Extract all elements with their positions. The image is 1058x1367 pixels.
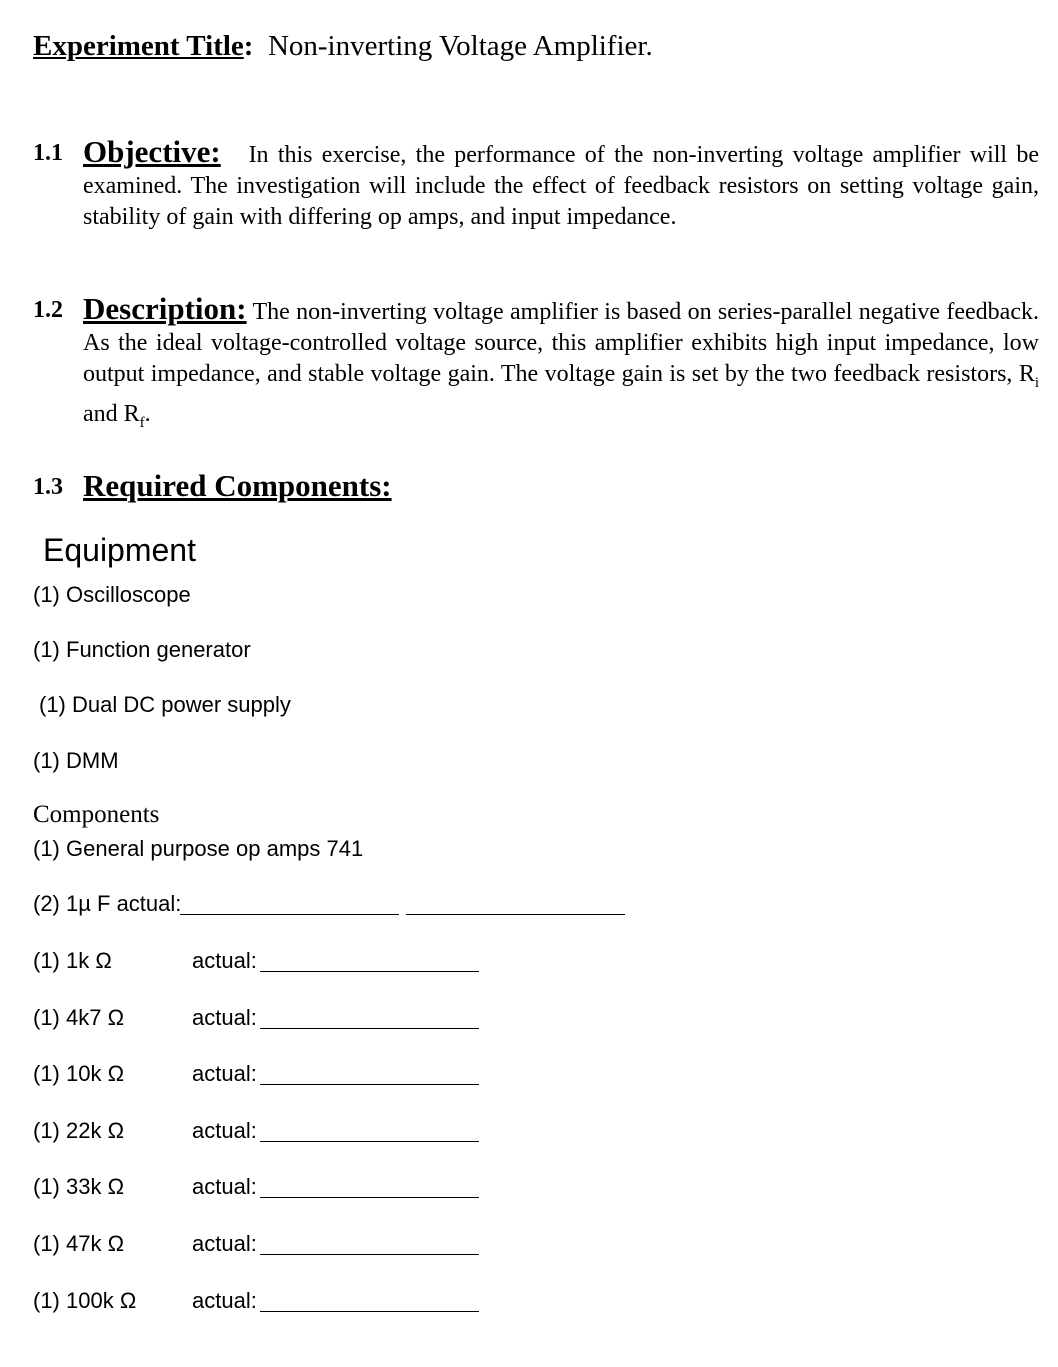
capacitor-blank-1[interactable] xyxy=(180,914,399,915)
actual-blank[interactable] xyxy=(260,1254,479,1255)
objective-heading: Objective: xyxy=(83,134,221,169)
description-text: The non-inverting voltage amplifier is based on series-parallel negative feedback. As the ideal voltage-controlled voltage source, this amplifier exhibits high input impedance, low output impedance, and stable voltage gain. The voltage gain is set by the two feedback resistors, R xyxy=(83,299,1039,387)
description-and: and R xyxy=(83,400,140,427)
actual-blank[interactable] xyxy=(260,1084,479,1085)
actual-blank[interactable] xyxy=(260,971,479,972)
description-end: . xyxy=(144,400,151,427)
subscript-i: i xyxy=(1034,374,1039,391)
experiment-title xyxy=(33,28,653,64)
required-heading: Required Components: xyxy=(83,468,392,503)
resistor-label: (1) 100k Ω xyxy=(33,1288,137,1313)
resistor-label: (1) 1k Ω xyxy=(33,948,112,973)
actual-label: actual: xyxy=(192,948,257,973)
equipment-item: (1) DMM xyxy=(33,748,119,773)
experiment-title-label: Experiment Title xyxy=(33,30,244,62)
actual-blank[interactable] xyxy=(260,1028,479,1029)
actual-label: actual: xyxy=(192,1118,257,1143)
description-number: 1.2 xyxy=(33,297,63,323)
title-colon: : xyxy=(243,30,254,62)
component-opamp: (1) General purpose op amps 741 xyxy=(33,836,364,861)
component-capacitor: (2) 1µ F actual: xyxy=(33,891,182,916)
capacitor-blank-2[interactable] xyxy=(406,914,625,915)
actual-label: actual: xyxy=(192,1061,257,1086)
objective-text: In this exercise, the performance of the non-inverting voltage amplifier will be examined. The investigation will include the effect of feedback resistors on setting voltage gain, stability of gain with differing op amps, and input impedance. xyxy=(83,142,1040,230)
components-title: Components xyxy=(33,801,160,828)
resistor-label: (1) 10k Ω xyxy=(33,1061,125,1086)
actual-label: actual: xyxy=(192,1005,257,1030)
resistor-label: (1) 4k7 Ω xyxy=(33,1005,125,1030)
equipment-title: Equipment xyxy=(43,532,196,568)
actual-blank[interactable] xyxy=(260,1141,479,1142)
objective-section xyxy=(83,136,1039,233)
experiment-title-value: Non-inverting Voltage Amplifier. xyxy=(267,30,653,62)
equipment-item: (1) Oscilloscope xyxy=(33,582,191,607)
required-number: 1.3 xyxy=(33,474,63,500)
actual-label: actual: xyxy=(192,1231,257,1256)
resistor-label: (1) 22k Ω xyxy=(33,1118,125,1143)
actual-label: actual: xyxy=(192,1174,257,1199)
resistor-label: (1) 47k Ω xyxy=(33,1231,125,1256)
description-section xyxy=(83,293,1039,439)
description-heading: Description: xyxy=(83,291,247,326)
resistor-label: (1) 33k Ω xyxy=(33,1174,125,1199)
subscript-f: f xyxy=(139,414,145,431)
objective-number: 1.1 xyxy=(33,140,63,166)
actual-label: actual: xyxy=(192,1288,257,1313)
equipment-item: (1) Function generator xyxy=(33,637,251,662)
actual-blank[interactable] xyxy=(260,1197,479,1198)
actual-blank[interactable] xyxy=(260,1311,479,1312)
equipment-item: (1) Dual DC power supply xyxy=(39,692,291,717)
